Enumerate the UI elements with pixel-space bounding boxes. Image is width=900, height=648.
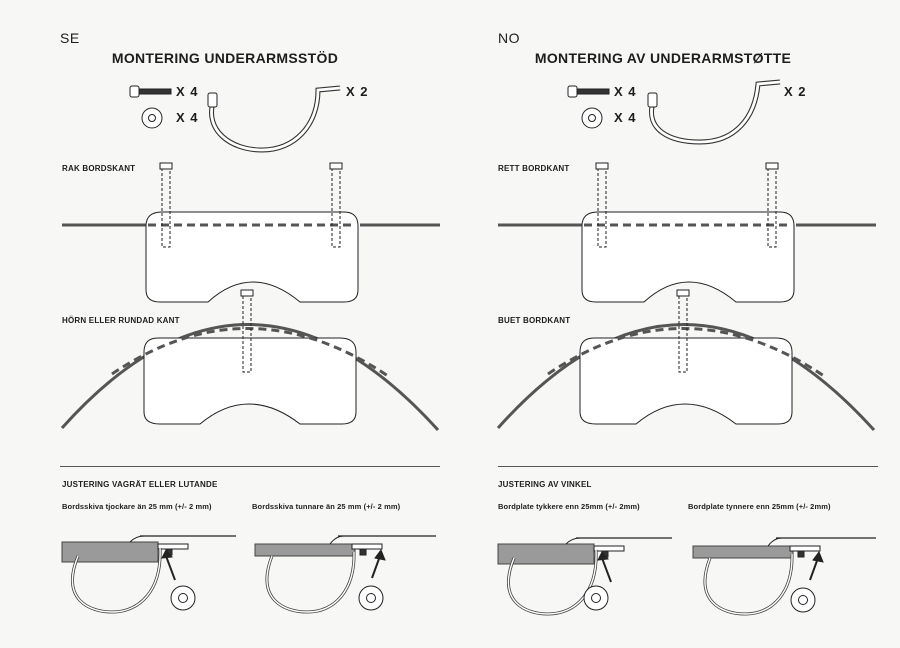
straight-edge-diagram [62, 163, 440, 302]
adjustment-label: JUSTERING AV VINKEL [498, 480, 592, 489]
thin-desk-label: Bordsskiva tunnare än 25 mm (+/- 2 mm) [252, 502, 401, 511]
rounded-edge-label: BUET BORDKANT [498, 316, 571, 325]
straight-edge-label: RAK BORDSKANT [62, 164, 136, 173]
screw-icon [568, 86, 609, 97]
adjustment-label: JUSTERING VAGRÄT ELLER LUTANDE [62, 480, 218, 489]
rounded-edge-diagram [498, 290, 874, 430]
straight-edge-label: RETT BORDKANT [498, 164, 570, 173]
divider [498, 466, 878, 467]
bracket-icon [648, 82, 780, 142]
divider [60, 466, 440, 467]
bracket-icon [208, 88, 340, 150]
straight-edge-diagram [498, 163, 876, 302]
rounded-edge-diagram [62, 290, 438, 430]
page-title: MONTERING UNDERARMSSTÖD [111, 50, 339, 66]
thin-desk-diagram [255, 536, 436, 612]
washer-quantity: X 4 [176, 110, 199, 125]
language-code: NO [498, 30, 520, 46]
thin-desk-label: Bordplate tynnere enn 25mm (+/- 2mm) [688, 502, 831, 511]
screw-quantity: X 4 [176, 84, 199, 99]
language-code: SE [60, 30, 80, 46]
washer-icon [142, 108, 162, 128]
thick-desk-diagram [62, 536, 236, 612]
screw-quantity: X 4 [614, 84, 637, 99]
washer-icon [582, 108, 602, 128]
thick-desk-label: Bordsskiva tjockare än 25 mm (+/- 2 mm) [62, 502, 212, 511]
thick-desk-diagram [498, 538, 672, 614]
washer-quantity: X 4 [614, 110, 637, 125]
page-no [450, 0, 900, 648]
screw-icon [130, 86, 171, 97]
thick-desk-label: Bordplate tykkere enn 25mm (+/- 2mm) [498, 502, 640, 511]
thin-desk-diagram [693, 538, 876, 614]
page-title: MONTERING AV UNDERARMSTØTTE [534, 50, 792, 66]
bracket-quantity: X 2 [784, 84, 807, 99]
rounded-edge-label: HÖRN ELLER RUNDAD KANT [62, 316, 180, 325]
bracket-quantity: X 2 [346, 84, 369, 99]
